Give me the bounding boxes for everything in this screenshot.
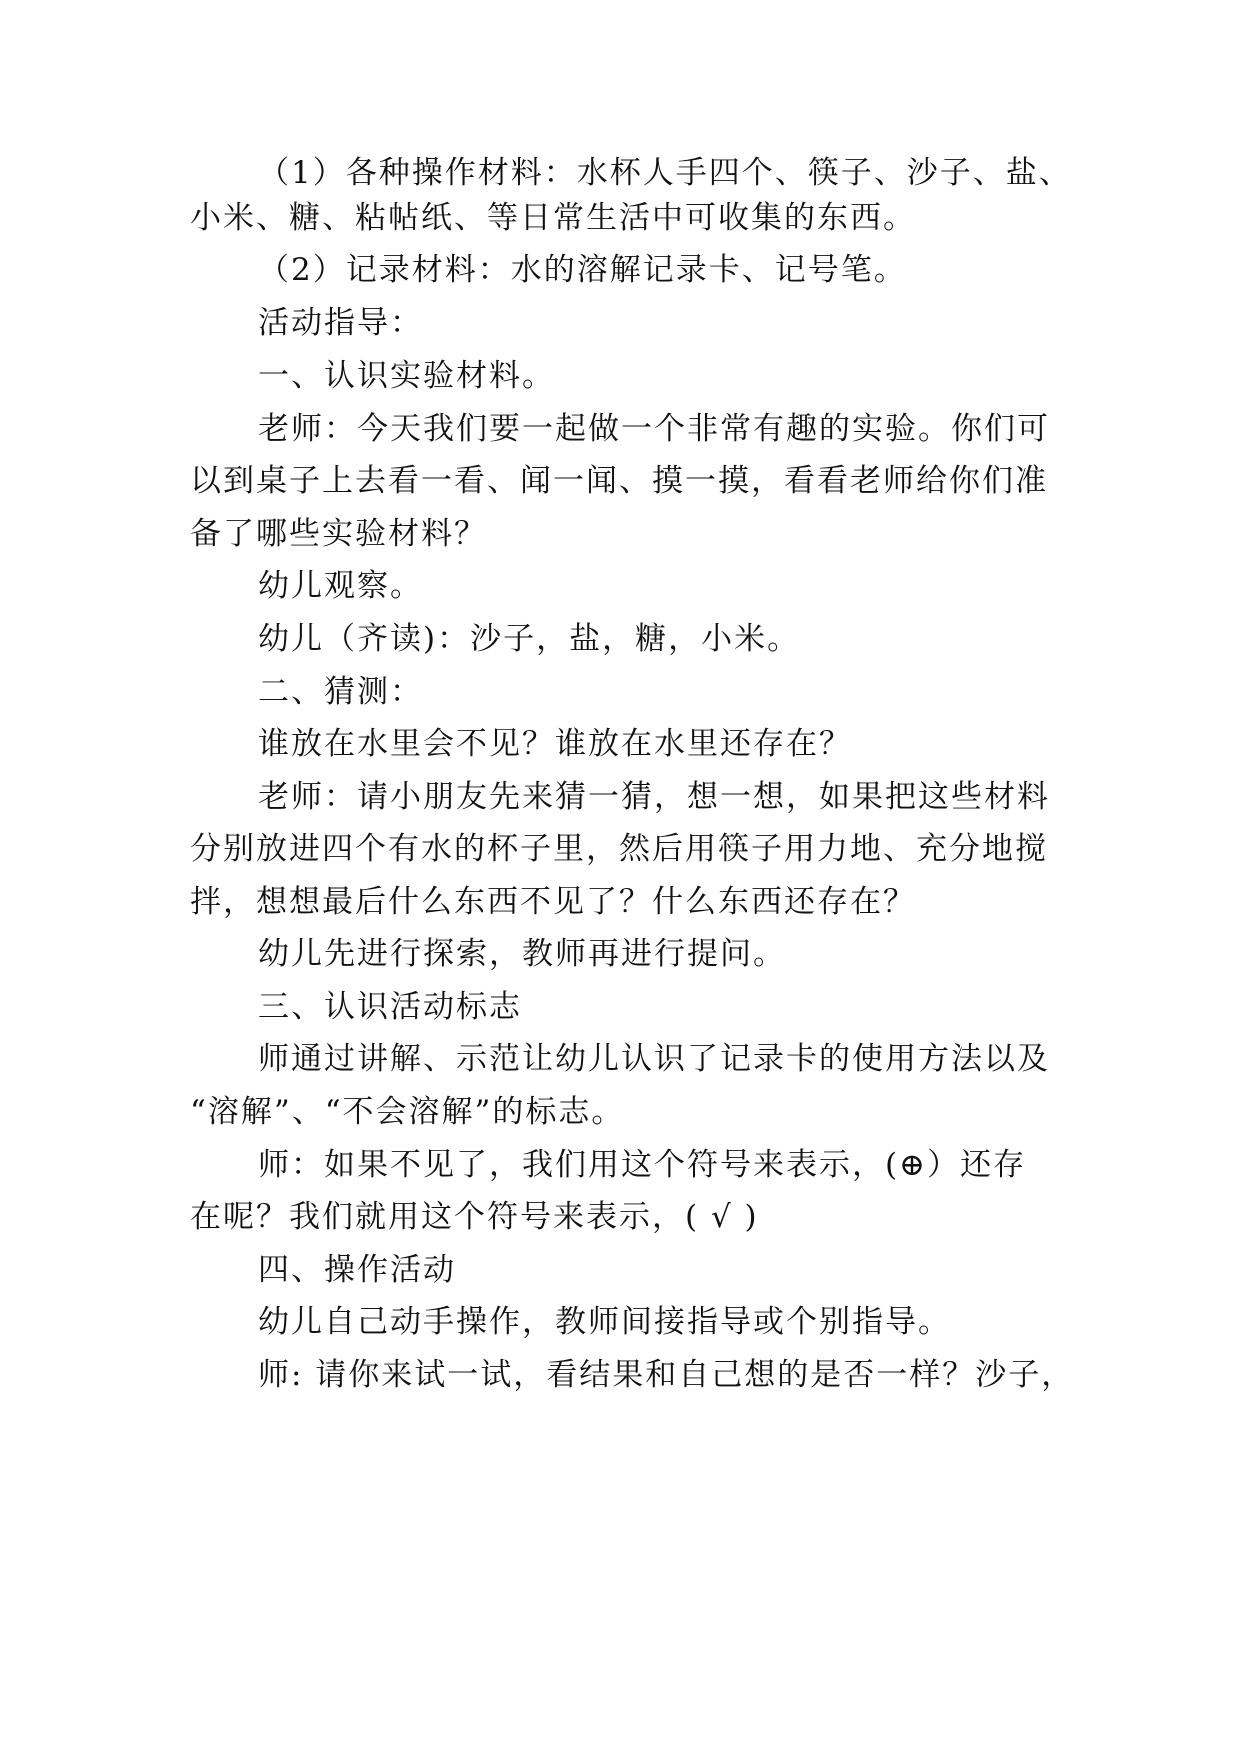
- text-line: 分别放进四个有水的杯子里，然后用筷子用力地、充分地搅: [190, 831, 1048, 867]
- text-line: 老师：今天我们要一起做一个非常有趣的实验。你们可: [258, 411, 1050, 447]
- text-line: 幼儿自己动手操作，教师间接指导或个别指导。: [258, 1304, 951, 1340]
- text-line: 师通过讲解、示范让幼儿认识了记录卡的使用方法以及: [258, 1041, 1050, 1077]
- text-line: 师：如果不见了，我们用这个符号来表示，(⊕）还存: [258, 1147, 1027, 1183]
- text-line: 幼儿先进行探索，教师再进行提问。: [258, 936, 786, 972]
- text-line: （2）记录材料：水的溶解记录卡、记号笔。: [258, 252, 907, 288]
- text-line: 拌，想想最后什么东西不见了？什么东西还存在？: [190, 884, 916, 920]
- text-line: （1）各种操作材料：水杯人手四个、筷子、沙子、盐、: [258, 155, 1072, 191]
- section-heading: 一、认识实验材料。: [258, 358, 555, 394]
- text-line: “溶解”、“不会溶解”的标志。: [190, 1094, 625, 1130]
- text-line: 幼儿观察。: [258, 568, 423, 604]
- text-line: 以到桌子上去看一看、闻一闻、摸一摸，看看老师给你们准: [190, 463, 1048, 499]
- text-line: 幼儿（齐读)：沙子，盐，糖，小米。: [258, 621, 801, 657]
- text-line: 老师：请小朋友先来猜一猜，想一想，如果把这些材料: [258, 779, 1050, 815]
- section-heading: 二、猜测：: [258, 674, 423, 710]
- text-line: 备了哪些实验材料？: [190, 516, 487, 552]
- section-heading: 四、操作活动: [258, 1252, 456, 1288]
- text-line: 小米、糖、粘帖纸、等日常生活中可收集的东西。: [190, 200, 916, 236]
- section-heading: 活动指导：: [258, 305, 423, 341]
- section-heading: 三、认识活动标志: [258, 989, 522, 1025]
- text-line: 谁放在水里会不见？谁放在水里还存在？: [258, 726, 852, 762]
- text-line: 师: 请你来试一试，看结果和自己想的是否一样？沙子，: [258, 1357, 1075, 1393]
- text-line: 在呢？我们就用这个符号来表示，( √ ): [190, 1199, 759, 1235]
